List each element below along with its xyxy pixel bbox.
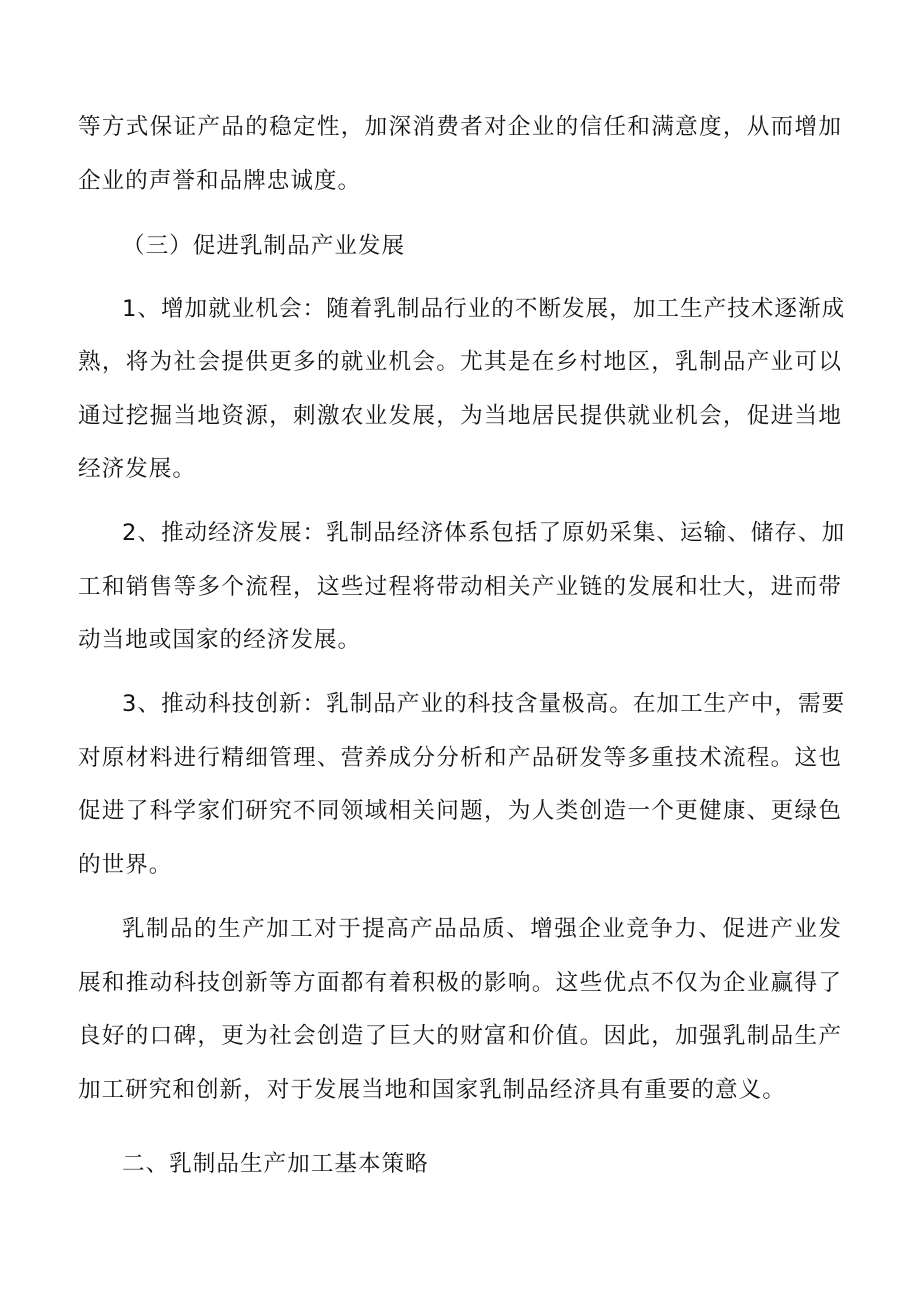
paragraph-line: 动当地或国家的经济发展。	[78, 627, 362, 653]
paragraph-line: 的世界。	[78, 852, 173, 878]
section-heading: （三）促进乳制品产业发展	[122, 233, 406, 259]
paragraph-line: 3、推动科技创新：乳制品产业的科技含量极高。在加工生产中，需要	[122, 691, 846, 717]
paragraph-line: 等方式保证产品的稳定性，加深消费者对企业的信任和满意度，从而增加	[78, 114, 842, 140]
paragraph-line: 2、推动经济发展：乳制品经济体系包括了原奶采集、运输、储存、加	[122, 520, 846, 546]
paragraph-line: 乳制品的生产加工对于提高产品品质、增强企业竞争力、促进产业发	[122, 916, 842, 942]
paragraph-line: 展和推动科技创新等方面都有着积极的影响。这些优点不仅为企业赢得了	[78, 970, 842, 996]
paragraph-line: 工和销售等多个流程，这些过程将带动相关产业链的发展和壮大，进而带	[78, 574, 842, 600]
paragraph-line: 对原材料进行精细管理、营养成分分析和产品研发等多重技术流程。这也	[78, 745, 842, 771]
paragraph-line: 企业的声誉和品牌忠诚度。	[78, 168, 362, 194]
paragraph-line: 熟，将为社会提供更多的就业机会。尤其是在乡村地区，乳制品产业可以	[78, 349, 842, 375]
paragraph-line: 通过挖掘当地资源，刺激农业发展，为当地居民提供就业机会，促进当地	[78, 403, 842, 429]
paragraph-line: 加工研究和创新，对于发展当地和国家乳制品经济具有重要的意义。	[78, 1077, 786, 1103]
paragraph-line: 1、增加就业机会：随着乳制品行业的不断发展，加工生产技术逐渐成	[122, 296, 846, 322]
chapter-heading: 二、乳制品生产加工基本策略	[122, 1151, 429, 1177]
paragraph-line: 良好的口碑，更为社会创造了巨大的财富和价值。因此，加强乳制品生产	[78, 1023, 842, 1049]
paragraph-line: 促进了科学家们研究不同领域相关问题，为人类创造一个更健康、更绿色	[78, 798, 842, 824]
paragraph-line: 经济发展。	[78, 456, 196, 482]
